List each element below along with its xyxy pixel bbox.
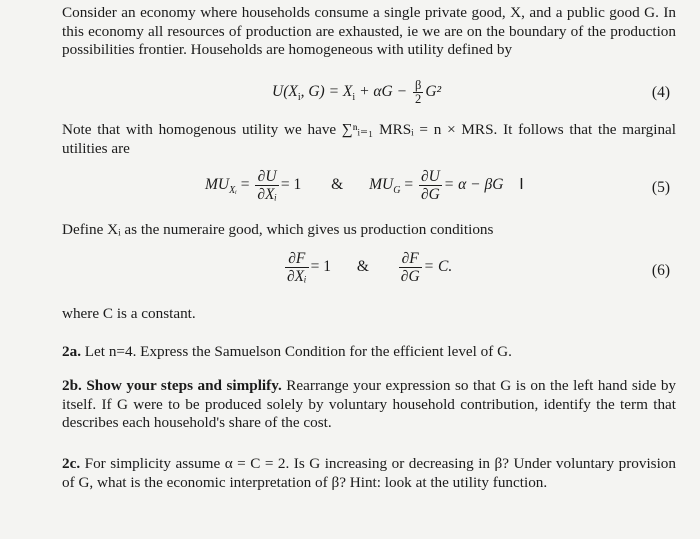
- q2a-label: 2a.: [62, 343, 81, 360]
- intro-paragraph: Consider an economy where households consume a single private good, X, and a public good G. In this economy all resources of production are exhausted, ie we are on the boundary of the production possibilities frontier. Households are homogeneous with utility defined by: [62, 4, 676, 58]
- eq5-mug-value: = α − βG: [443, 176, 504, 194]
- question-2c: [62, 455, 676, 492]
- eq6-f1-value: = 1: [310, 258, 331, 276]
- q2b-text: Rearrange your expression so that G is on the left hand side by itself. If G were to be produced solely by voluntary household contribution, identify the term that describes each household's share of the cost.: [62, 377, 677, 431]
- eq6-ampersand: &: [356, 258, 369, 276]
- eq5-ampersand: &: [331, 176, 344, 194]
- eq4-frac-den: 2: [415, 92, 422, 106]
- eq6-f2-den: ∂G: [400, 268, 420, 285]
- eq4-frac-num: β: [414, 78, 422, 92]
- eq4-lhs-sub: i: [297, 92, 301, 104]
- eq5-mug-fraction: [419, 168, 442, 203]
- where-paragraph: where C is a constant.: [62, 305, 196, 322]
- eq4-rhs-end: G²: [425, 83, 442, 101]
- question-2b: [62, 377, 676, 433]
- eq6-f1-den: ∂Xᵢ: [287, 268, 307, 285]
- eq4-fraction: [413, 79, 423, 106]
- eq5-mug-num: ∂U: [420, 168, 440, 185]
- q2c-text: For simplicity assume α = C = 2. Is G increasing or decreasing in β? Under voluntary provision of G, what is the economic interpretation of β? Hint: look at the utility function.: [62, 455, 676, 491]
- equation-4-number: (4): [651, 84, 670, 101]
- equation-6-number: (6): [651, 262, 670, 279]
- eq5-mux-value: = 1: [280, 176, 302, 194]
- text-cursor-icon: I: [519, 175, 524, 194]
- equation-6: [283, 250, 452, 285]
- eq6-f2-num: ∂F: [401, 250, 419, 267]
- eq4-lhs-end: , G) = X: [300, 83, 353, 101]
- eq5-mux-den: ∂Xᵢ: [257, 186, 277, 203]
- eq5-mug-sub: G: [393, 185, 401, 197]
- eq5-mux-num: ∂U: [257, 168, 277, 185]
- eq4-rhs-sub: i: [352, 92, 356, 104]
- q2b-label: 2b.: [62, 377, 82, 394]
- eq5-mug-den: ∂G: [420, 186, 440, 203]
- eq6-f2-fraction: [399, 250, 422, 285]
- question-2a: [62, 343, 676, 362]
- define-paragraph: Define Xᵢ as the numeraire good, which gives us production conditions: [62, 221, 494, 238]
- eq6-f1-num: ∂F: [288, 250, 306, 267]
- eq4-lhs: U(X: [272, 83, 298, 101]
- eq5-mux-label: MU: [205, 176, 230, 194]
- equation-5-number: (5): [651, 179, 670, 196]
- eq6-f1-fraction: [285, 250, 309, 285]
- eq5-mux-fraction: [255, 168, 279, 203]
- q2b-bold-text: Show your steps and simplify.: [86, 377, 282, 394]
- equation-4: [272, 79, 441, 106]
- eq5-mug-label: MU: [369, 176, 394, 194]
- q2a-text: Let n=4. Express the Samuelson Condition for the efficient level of G.: [84, 343, 512, 360]
- q2c-label: 2c.: [62, 455, 81, 472]
- note-paragraph: Note that with homogenous utility we have ∑ⁿᵢ₌₁ MRSᵢ = n × MRS. It follows that the marginal utilities are: [62, 121, 676, 157]
- eq5-mux-sub: Xᵢ: [229, 185, 237, 197]
- equation-5: $MU_{Xᵢ}$ = $\frac{\partial U}{\text{∂Xᵢ}}$ = 1 & $MU_G$ = $\frac{\partial U}{\partial G}$ = α − βG I: [205, 168, 524, 203]
- eq4-rhs-mid: + αG −: [355, 83, 411, 101]
- eq6-f2-value: = C.: [423, 258, 453, 276]
